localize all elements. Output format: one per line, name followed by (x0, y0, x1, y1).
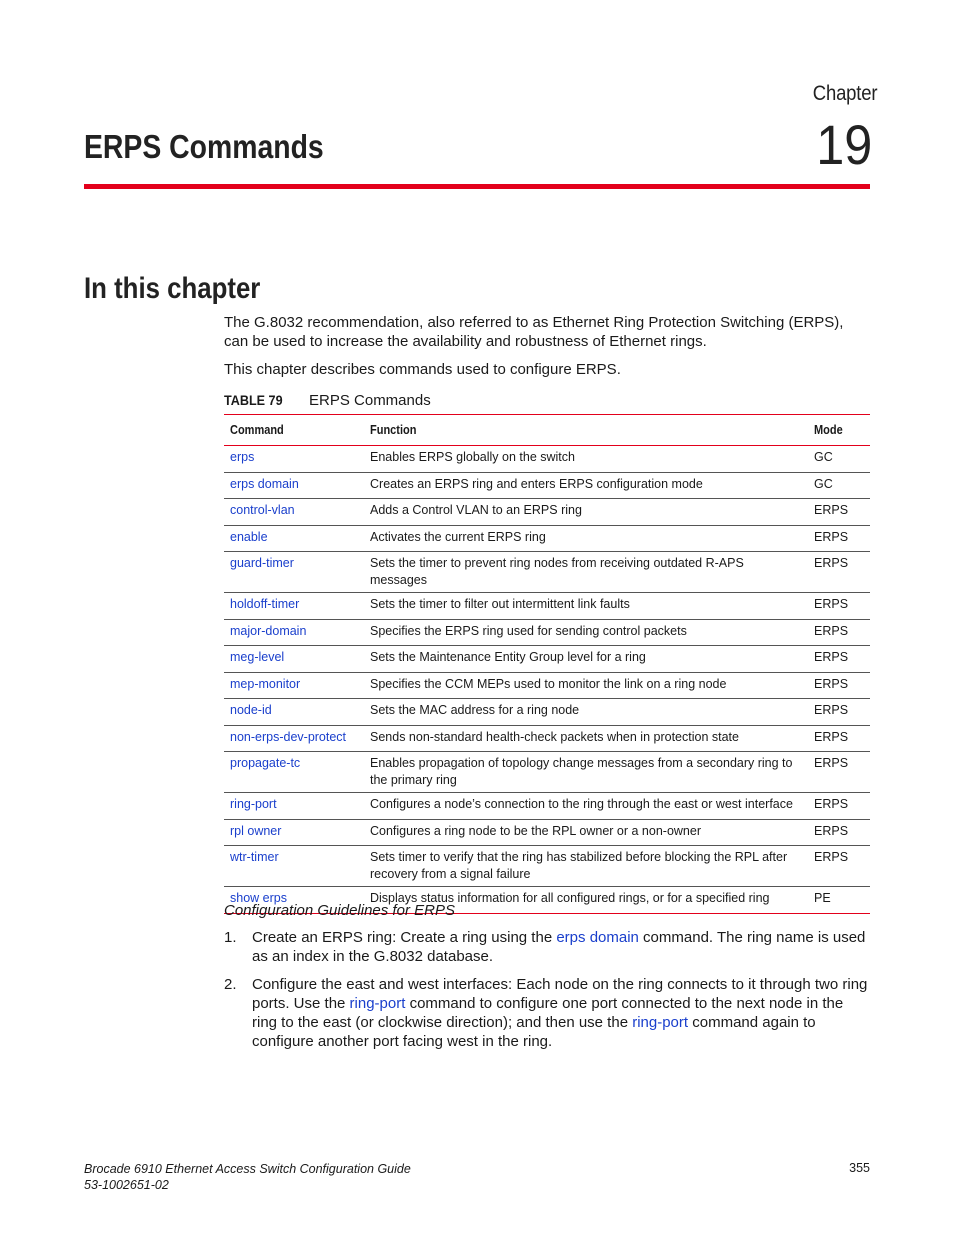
function-cell: Sends non-standard health-check packets when in protection state (364, 725, 808, 752)
command-link[interactable]: control-vlan (230, 503, 295, 517)
command-cell (224, 552, 364, 593)
function-cell: Sets the Maintenance Entity Group level for a ring (364, 646, 808, 673)
guidelines-steps (224, 929, 870, 1061)
function-cell: Adds a Control VLAN to an ERPS ring (364, 499, 808, 526)
table-row (224, 793, 870, 820)
command-link[interactable]: node-id (230, 703, 272, 717)
header-command: Command (224, 415, 364, 446)
command-cell (224, 725, 364, 752)
table-row (224, 725, 870, 752)
table-row (224, 699, 870, 726)
table-row (224, 619, 870, 646)
table-caption-title: ERPS Commands (309, 392, 431, 409)
mode-cell: ERPS (808, 793, 870, 820)
command-link[interactable]: mep-monitor (230, 676, 301, 691)
mode-cell: ERPS (808, 552, 870, 593)
table-row (224, 672, 870, 699)
step-number: 1. (224, 929, 237, 946)
mode-cell: ERPS (808, 699, 870, 726)
chapter-number: 19 (815, 113, 872, 176)
step-number: 2. (224, 976, 237, 994)
step-1 (224, 929, 870, 966)
function-cell: Enables ERPS globally on the switch (364, 446, 808, 473)
table-caption-label: TABLE 79 (224, 392, 283, 408)
command-cell (224, 619, 364, 646)
command-cell (224, 472, 364, 499)
table-row (224, 552, 870, 593)
mode-cell: ERPS (808, 819, 870, 846)
command-link[interactable]: propagate-tc (230, 756, 301, 770)
command-cell (224, 646, 364, 673)
function-cell: Sets timer to verify that the ring has stabilized before blocking the RPL after recovery from a signal failure (364, 846, 808, 887)
mode-cell: ERPS (808, 619, 870, 646)
step-2 (224, 976, 870, 1051)
function-cell: Specifies the ERPS ring used for sending control packets (364, 619, 808, 646)
header-mode: Mode (808, 415, 870, 446)
function-cell: Specifies the CCM MEPs used to monitor the link on a ring node (364, 672, 808, 699)
mode-cell: ERPS (808, 646, 870, 673)
command-link[interactable]: ring-port (230, 797, 277, 811)
table-row (224, 846, 870, 887)
command-link[interactable]: erps (230, 450, 255, 464)
chapter-label: Chapter (812, 82, 877, 105)
step-text: command. The ring name is used as an index in the G.8032 database. (252, 929, 866, 965)
command-cell (224, 819, 364, 846)
command-link[interactable]: rpl owner (230, 823, 282, 838)
table-row (224, 646, 870, 673)
description-paragraph: This chapter describes commands used to configure ERPS. (224, 361, 621, 378)
command-cell (224, 793, 364, 820)
command-link[interactable]: major-domain (230, 623, 307, 638)
command-cell (224, 446, 364, 473)
intro-paragraph: The G.8032 recommendation, also referred to as Ethernet Ring Protection Switching (ERPS), can be used to increase the availability and robustness of Ethernet rings. (224, 314, 844, 350)
command-link[interactable]: erps domain (230, 476, 299, 491)
command-cell (224, 593, 364, 620)
mode-cell: PE (808, 887, 870, 914)
erps-commands-table (224, 414, 870, 914)
table-caption (224, 392, 431, 409)
command-cell (224, 752, 364, 793)
command-link[interactable]: non-erps-dev-protect (230, 729, 347, 744)
footer-doc-info (84, 1161, 411, 1193)
table-row (224, 499, 870, 526)
mode-cell: GC (808, 446, 870, 473)
table-body (224, 446, 870, 914)
step-text: command to configure one port connected to the next node in the ring to the east (or clockwise direction); and then use the (252, 995, 844, 1031)
mode-cell: ERPS (808, 593, 870, 620)
mode-cell: ERPS (808, 725, 870, 752)
step-text: command again to configure another port facing west in the ring. (252, 1013, 816, 1050)
command-link[interactable]: enable (230, 529, 268, 544)
function-cell: Activates the current ERPS ring (364, 525, 808, 552)
function-cell: Enables propagation of topology change messages from a secondary ring to the primary ring (364, 752, 808, 793)
command-link[interactable]: wtr-timer (230, 850, 279, 864)
command-cell (224, 499, 364, 526)
chapter-divider (84, 184, 870, 189)
mode-cell: ERPS (808, 752, 870, 793)
guidelines-title: Configuration Guidelines for ERPS (224, 902, 455, 919)
table-row (224, 752, 870, 793)
command-link[interactable]: meg-level (230, 650, 285, 664)
mode-cell: GC (808, 472, 870, 499)
command-cell (224, 525, 364, 552)
table-header-row (224, 415, 870, 446)
ring-port-link[interactable]: ring-port (632, 1013, 689, 1031)
header-function: Function (364, 415, 808, 446)
command-cell (224, 699, 364, 726)
command-link[interactable]: holdoff-timer (230, 597, 300, 611)
table-row (224, 593, 870, 620)
table-row (224, 472, 870, 499)
mode-cell: ERPS (808, 846, 870, 887)
table-row (224, 819, 870, 846)
command-link[interactable]: show erps (230, 891, 287, 905)
ring-port-link[interactable]: ring-port (349, 995, 406, 1013)
function-cell: Sets the timer to filter out intermittent link faults (364, 593, 808, 620)
function-cell: Sets the MAC address for a ring node (364, 699, 808, 726)
command-link[interactable]: guard-timer (230, 556, 294, 570)
function-cell: Displays status information for all configured rings, or for a specified ring (364, 887, 808, 914)
footer-doc-number: 53-1002651-02 (84, 1178, 169, 1192)
table-row (224, 446, 870, 473)
mode-cell: ERPS (808, 499, 870, 526)
command-cell (224, 846, 364, 887)
mode-cell: ERPS (808, 525, 870, 552)
function-cell: Creates an ERPS ring and enters ERPS configuration mode (364, 472, 808, 499)
footer-doc-title: Brocade 6910 Ethernet Access Switch Configuration Guide (84, 1162, 411, 1176)
step-text: Create an ERPS ring: Create a ring using the (252, 929, 557, 946)
function-cell: Sets the timer to prevent ring nodes from receiving outdated R-APS messages (364, 552, 808, 593)
table-row (224, 525, 870, 552)
footer-page-number: 355 (849, 1161, 870, 1175)
mode-cell: ERPS (808, 672, 870, 699)
erps-domain-link[interactable]: erps domain (556, 929, 639, 946)
section-heading: In this chapter (84, 272, 261, 305)
chapter-title: ERPS Commands (84, 128, 324, 165)
step-text: Configure the east and west interfaces: Each node on the ring connects to it through two ring ports. Use the (252, 976, 868, 1013)
command-cell (224, 672, 364, 699)
function-cell: Configures a node’s connection to the ring through the east or west interface (364, 793, 808, 820)
function-cell: Configures a ring node to be the RPL owner or a non-owner (364, 819, 808, 846)
